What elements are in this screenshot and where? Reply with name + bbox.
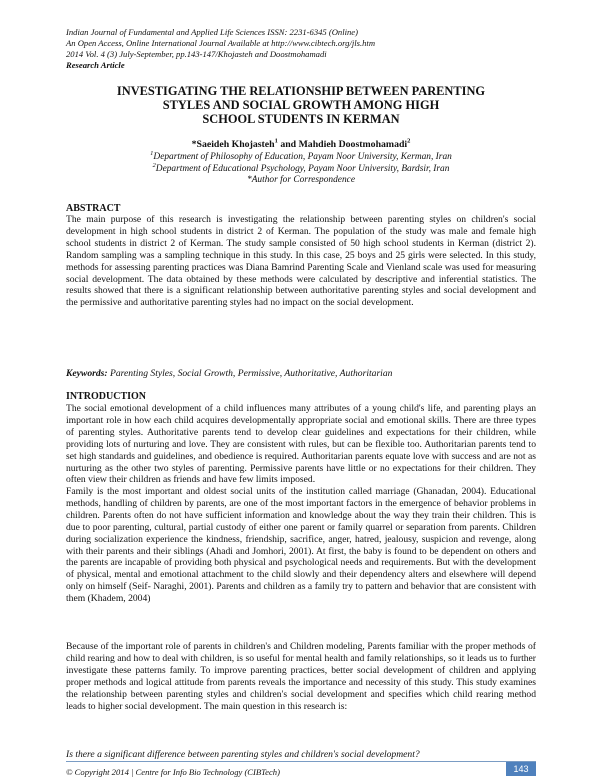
abstract-text: The main purpose of this research is investigating the relationship between parenting styles on children's social development in high school students in district 2 of Kerman. The population of the study was male and female high school students in district 2 of Kerman. The study sample consisted of 50 high school students in Kerman (district 2). Random sampling was a sampling technique in this study. In this case, 25 boys and 25 girls were selected. In this study, methods for assessing parenting practices was Diana Bamrind Parenting Scale and Vienland scale was used for measuring social development. The data obtained by these methods were calculated by descriptive and inferential statistics. The results showed that there is a significant relationship between authoritative parenting styles and social development and the permissive and authoritative parenting styles had no impact on the social development. [66, 214, 536, 309]
correspondence-note: *Author for Correspondence [247, 175, 355, 186]
abstract-heading: ABSTRACT [66, 203, 121, 214]
keywords-label: Keywords: [66, 368, 108, 379]
keywords [66, 368, 536, 379]
footer-copyright: © Copyright 2014 | Centre for Info Bio Technology (CIBTech) [66, 767, 280, 777]
intro-paragraph-3: Because of the important role of parents in children's and Children modeling, Parents familiar with the proper methods of child rearing and how to deal with children, is so useful for mental health and family relationships, so it leads us to further investigate these patterns family. To improve parenting practices, better social development of children and applying proper methods and logical attitude from parents reveals the importance and necessity of this study. This study examines the relationship between parenting styles and children's social development and specifies which child rearing method leads to higher social development. The main question in this research is: [66, 641, 536, 712]
article-type: Research Article [66, 60, 125, 70]
author-conjunction: and [280, 139, 297, 150]
affiliations [66, 149, 536, 187]
research-question: Is there a significant difference between parenting styles and children's social development? [66, 749, 420, 760]
title-line-1: INVESTIGATING THE RELATIONSHIP BETWEEN PARENTING [116, 84, 486, 98]
author-2: Mahdieh Doostmohamadi [298, 139, 408, 150]
journal-volume-line: 2014 Vol. 4 (3) July-September, pp.143-147/Khojasteh and Doostmohamadi [66, 49, 327, 59]
author-2-sup: 2 [407, 137, 411, 145]
intro-paragraph-1: The social emotional development of a child influences many attributes of a young child's life, and parenting plays an important role in how each child acquires developmentally appropriate social and emotional skills. There are three types of parenting styles. Authoritative parents tend to develop clear guidelines and expectations for their children, while providing lots of nurturing and love. They are consistent with rules, but can be flexible too. Authoritarian parents tend to set high standards and guidelines, and obedience is required. Authoritarian parents equate love with success and are not as nurturing as the other two styles of parenting. Permissive parents have little or no expectations for their children. They often view their children as friends and have few limits imposed. [66, 403, 536, 486]
title-line-3: SCHOOL STUDENTS IN KERMAN [202, 112, 400, 126]
author-1: *Saeideh Khojasteh [191, 139, 275, 150]
affiliation-1-text: Department of Philosophy of Education, Payam Noor University, Kerman, Iran [153, 152, 452, 162]
affiliation-2-text: Department of Educational Psychology, Payam Noor University, Bardsir, Iran [155, 163, 450, 174]
journal-access-line: An Open Access, Online International Journal Available at http://www.cibtech.org/jls.htm [66, 38, 376, 48]
affiliation-1 [66, 149, 536, 164]
affiliation-2-sup: 2 [152, 161, 156, 169]
page-number-badge: 143 [506, 762, 536, 776]
footer-divider [66, 761, 536, 762]
author-1-sup: 1 [274, 137, 278, 145]
intro-paragraph-2: Family is the most important and oldest social units of the institution called marriage (Ghanadan, 2004). Educational methods, handling of children by parents, are one of the most important factors in the emergence of behavior problems in children. Parents often do not have sufficient information and knowledge about the way they train their children. This is due to poor parenting, cultural, partial custody of either one parent or family quarrel or separation from parents. Children during socialization experience the kindness, friendship, sacrifice, anger, hatred, jealousy, suspicion and revenge, along with their parents and their siblings (Ahadi and Jomhori, 2001). At first, the baby is found to be dependent on others and the parents are incapable of providing both physical and psychological needs and requirements. But with the development of physical, mental and emotional attachment to the child slowly and their dependency alters and elsewhere will depend only on himself (Seif- Naraghi, 2001). Parents and children as a family try to pattern and behavior that are consistent with them (Khadem, 2004) [66, 486, 536, 605]
journal-name: Indian Journal of Fundamental and Applied Life Sciences ISSN: 2231-6345 (Online) [66, 27, 358, 37]
affiliation-2 [66, 161, 536, 176]
affiliation-1-sup: 1 [150, 149, 154, 157]
author-line [66, 139, 536, 151]
introduction-heading: INTRODUCTION [66, 391, 147, 402]
keywords-text: Parenting Styles, Social Growth, Permissive, Authoritative, Authoritarian [109, 368, 393, 379]
journal-header [66, 27, 546, 71]
paper-title [66, 84, 536, 126]
title-line-2: STYLES AND SOCIAL GROWTH AMONG HIGH [162, 98, 440, 112]
